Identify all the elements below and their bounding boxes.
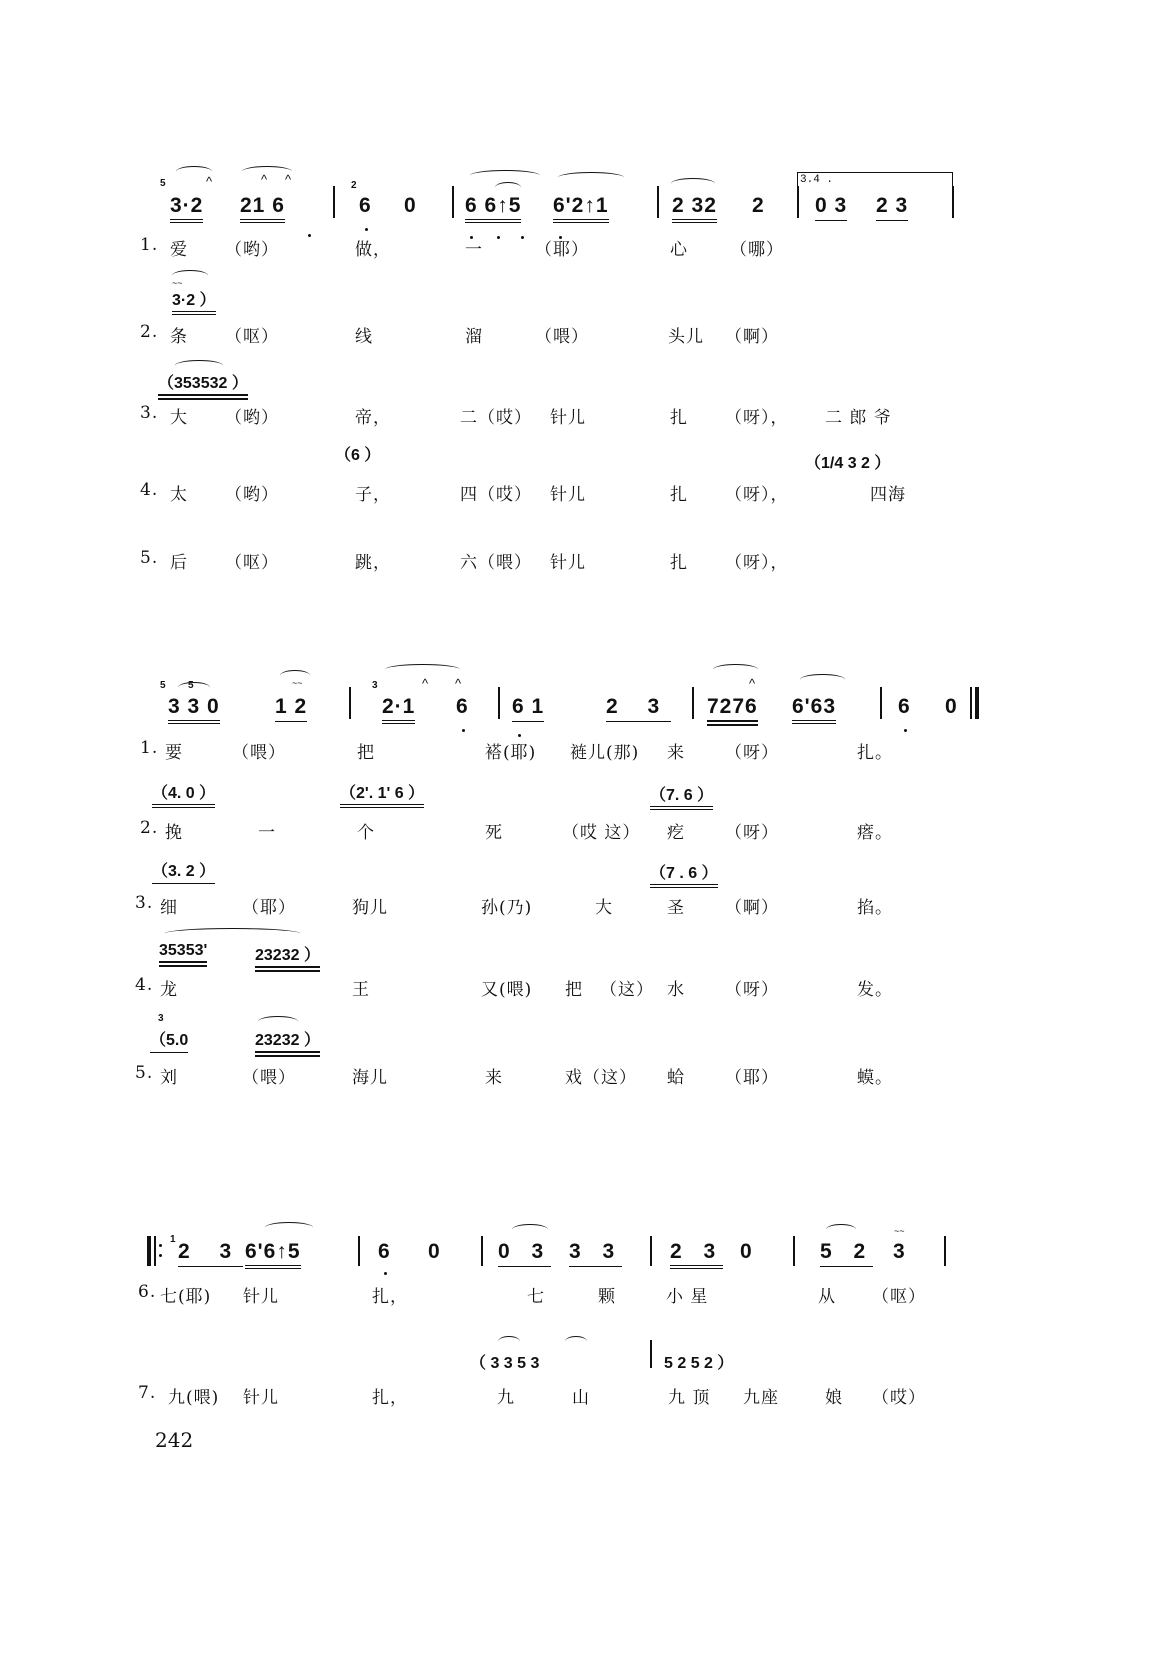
- lyric: （哟）: [225, 240, 279, 260]
- lyric: 圣: [667, 898, 685, 918]
- lyric: 做，: [355, 240, 391, 260]
- lyric: 针儿: [550, 485, 586, 505]
- lyric: （耶）: [242, 898, 296, 918]
- lyric: 心: [670, 240, 688, 260]
- lyric: 个: [357, 823, 375, 843]
- variant-notes: 23232 ）: [255, 942, 320, 972]
- bar-line: [952, 186, 954, 218]
- lyric: （呕）: [225, 553, 279, 573]
- slur: [470, 170, 540, 181]
- lyric: 九(喂): [168, 1388, 220, 1408]
- variant-notes: 23232 ）: [255, 1027, 320, 1057]
- variant-notes: （5.0: [150, 1027, 188, 1053]
- note-group: 3 3: [569, 1240, 622, 1267]
- lyric: 水: [667, 980, 685, 1000]
- lyric: （喂）: [535, 327, 589, 347]
- lyric: 九 顶: [668, 1388, 711, 1408]
- variant-notes: 5 2 5 2 ）: [664, 1355, 734, 1372]
- accent-mark: ^: [749, 676, 756, 691]
- lyric: 死: [485, 823, 503, 843]
- accent-mark: ^: [422, 676, 429, 691]
- lyric: 九: [497, 1388, 515, 1408]
- verse-number: 1.: [140, 235, 159, 255]
- lyric: 蟆。: [857, 1068, 893, 1088]
- lyric: （哟）: [225, 408, 279, 428]
- lyric: 扎: [670, 553, 688, 573]
- low-octave-dot: [308, 234, 311, 237]
- accent-mark: ^: [261, 172, 268, 187]
- bar-line: [650, 1236, 652, 1266]
- trill-mark: ~~: [172, 278, 183, 288]
- lyric: （呀），: [725, 485, 789, 505]
- note-group: 2 32: [672, 194, 717, 223]
- volta-label: 3.4 .: [800, 174, 834, 186]
- slur: [671, 178, 715, 189]
- bar-line: [481, 1236, 483, 1266]
- note-group: 5 2: [820, 1240, 873, 1267]
- low-octave-dot: [497, 236, 500, 239]
- lyric: 王: [352, 980, 370, 1000]
- slur: [565, 1336, 587, 1347]
- lyric: 九座: [743, 1388, 779, 1408]
- low-octave-dot: [521, 236, 524, 239]
- note-group: 6'63: [792, 695, 836, 724]
- note-group: 2·1: [382, 695, 415, 724]
- bar-line: [657, 186, 659, 218]
- variant-notes: 3·2 ）: [172, 287, 216, 315]
- lyric: 蛤: [667, 1068, 685, 1088]
- verse-number: 2.: [140, 322, 159, 342]
- note: 3: [893, 1240, 906, 1263]
- lyric: 戏（这）: [565, 1068, 637, 1088]
- lyric: 扎。: [857, 743, 893, 763]
- lyric: 七(耶): [160, 1287, 212, 1307]
- low-octave-dot: [365, 228, 368, 231]
- lyric: 针儿: [243, 1287, 279, 1307]
- lyric: （这）: [600, 980, 654, 1000]
- verse-number: 6.: [138, 1282, 157, 1302]
- lyric: 子，: [355, 485, 391, 505]
- repeat-dot: [159, 1254, 162, 1257]
- slur: [512, 1224, 548, 1235]
- lyric: 扎: [670, 485, 688, 505]
- lyric: 针儿: [550, 553, 586, 573]
- bar-line: [498, 687, 500, 719]
- lyric: 六（喂）: [460, 553, 532, 573]
- bar-line: [349, 687, 351, 719]
- volta-bracket: [797, 172, 953, 187]
- lyric: 细: [160, 898, 178, 918]
- lyric: 四海: [870, 485, 906, 505]
- lyric: 孙(乃): [481, 898, 533, 918]
- note-group: 21 6: [240, 194, 285, 223]
- lyric: （呕）: [225, 327, 279, 347]
- rest: 0: [945, 695, 958, 718]
- rest: 0: [428, 1240, 441, 1263]
- variant-notes: （7 . 6 ）: [650, 860, 718, 888]
- grace-note: 5: [188, 680, 194, 691]
- lyric: 后: [170, 553, 188, 573]
- bar-line: [944, 1236, 946, 1266]
- lyric: 把: [565, 980, 583, 1000]
- lyric: （哟）: [225, 485, 279, 505]
- lyric: （哎 这）: [562, 823, 641, 843]
- page-number: 242: [155, 1428, 194, 1452]
- lyric: 从: [818, 1287, 836, 1307]
- lyric: （哎）: [872, 1388, 926, 1408]
- slur: [558, 172, 624, 183]
- verse-number: 7.: [138, 1383, 157, 1403]
- variant-notes: （ 3 3 5 3: [470, 1355, 540, 1372]
- lyric: 头儿: [668, 327, 704, 347]
- lyric: 大: [595, 898, 613, 918]
- bar-line: [452, 186, 454, 218]
- slur: [498, 1336, 520, 1347]
- lyric: （呕）: [872, 1287, 926, 1307]
- lyric: 扎，: [372, 1388, 408, 1408]
- lyric: 四（哎）: [460, 485, 532, 505]
- bar-line: [880, 687, 882, 719]
- lyric: 挽: [165, 823, 183, 843]
- lyric: 褡(耶): [485, 743, 537, 763]
- lyric: 二（哎）: [460, 408, 532, 428]
- note: 2: [752, 194, 765, 217]
- lyric: 发。: [857, 980, 893, 1000]
- lyric: 刘: [160, 1068, 178, 1088]
- slur: [165, 928, 300, 939]
- lyric: 狗儿: [352, 898, 388, 918]
- trill-mark: ~~: [894, 1226, 905, 1236]
- lyric: （啊）: [725, 898, 779, 918]
- low-octave-dot: [904, 729, 907, 732]
- verse-number: 5.: [135, 1063, 154, 1083]
- verse-number: 4.: [140, 480, 159, 500]
- slur: [713, 664, 758, 675]
- variant-notes: （4. 0 ）: [152, 780, 215, 808]
- lyric: 二 郎 爷: [825, 408, 892, 428]
- accent-mark: ^: [455, 676, 462, 691]
- slur: [800, 674, 845, 685]
- repeat-dot: [159, 1244, 162, 1247]
- note: 6: [359, 194, 372, 217]
- lyric: 海儿: [352, 1068, 388, 1088]
- note: 6: [898, 695, 911, 718]
- grace-note: 3: [158, 1013, 164, 1024]
- lyric: （呀）: [725, 743, 779, 763]
- slur: [826, 1224, 856, 1235]
- lyric: 针儿: [550, 408, 586, 428]
- low-octave-dot: [462, 729, 465, 732]
- verse-number: 3.: [135, 893, 154, 913]
- low-octave-dot: [518, 734, 521, 737]
- variant-notes: （1/4 3 2 ）: [805, 455, 891, 472]
- slur: [265, 1222, 313, 1233]
- note-group: 6 1: [512, 695, 544, 722]
- bar-line: [650, 1340, 652, 1368]
- lyric: 扎: [670, 408, 688, 428]
- grace-note: 5: [160, 178, 166, 189]
- lyric: 针儿: [243, 1388, 279, 1408]
- verse-number: 4.: [135, 975, 154, 995]
- lyric: （哪）: [730, 240, 784, 260]
- repeat-start-thick: [147, 1236, 151, 1266]
- grace-note: 5: [160, 680, 166, 691]
- note-group: 6 6↑5: [465, 194, 521, 223]
- lyric: 龙: [160, 980, 178, 1000]
- bar-line: [797, 186, 799, 218]
- lyric: （耶）: [535, 240, 589, 260]
- note-group: 0 3: [815, 194, 847, 221]
- grace-note: 2: [351, 180, 357, 191]
- lyric: 来: [667, 743, 685, 763]
- slur: [178, 682, 210, 693]
- lyric: 线: [355, 327, 373, 347]
- lyric: 山: [572, 1388, 590, 1408]
- note: 6: [456, 695, 469, 718]
- lyric: 扎，: [372, 1287, 408, 1307]
- note-group: 3·2: [170, 194, 203, 223]
- lyric: 七: [527, 1287, 545, 1307]
- verse-number: 5.: [140, 548, 159, 568]
- note-group: 6'6↑5: [245, 1240, 301, 1269]
- lyric: （呀），: [725, 553, 789, 573]
- lyric: 来: [485, 1068, 503, 1088]
- note-group: 2 3: [606, 695, 671, 722]
- slur: [495, 182, 521, 193]
- lyric: 大: [170, 408, 188, 428]
- lyric: 跳，: [355, 553, 391, 573]
- variant-notes: 35353': [159, 942, 207, 967]
- low-octave-dot: [384, 1272, 387, 1275]
- lyric: 疙: [667, 823, 685, 843]
- slur: [385, 664, 460, 675]
- rest: 0: [740, 1240, 753, 1263]
- lyric: （喂）: [232, 743, 286, 763]
- note-group: 7276: [707, 695, 758, 726]
- lyric: 颗: [598, 1287, 616, 1307]
- accent-mark: ^: [285, 172, 292, 187]
- repeat-start-thin: [154, 1236, 156, 1266]
- bar-line: [358, 1236, 360, 1266]
- lyric: （啊）: [725, 327, 779, 347]
- verse-number: 2.: [140, 818, 159, 838]
- lyric: 爱: [170, 240, 188, 260]
- grace-note: 1: [170, 1234, 176, 1245]
- note-group: 0 3: [498, 1240, 551, 1267]
- lyric: 溜: [465, 327, 483, 347]
- lyric: （喂）: [242, 1068, 296, 1088]
- lyric: 小 星: [666, 1287, 709, 1307]
- lyric: （呀），: [725, 408, 789, 428]
- grace-note: 3: [372, 680, 378, 691]
- lyric: 掐。: [857, 898, 893, 918]
- slur: [258, 1016, 298, 1027]
- variant-notes: （3. 2 ）: [152, 858, 215, 884]
- lyric: 帝，: [355, 408, 391, 428]
- lyric: 裢儿(那): [570, 743, 640, 763]
- final-bar-thin: [970, 687, 972, 719]
- note-group: 2 3: [178, 1240, 243, 1267]
- note-group: 1 2: [275, 695, 307, 722]
- final-bar-thick: [975, 687, 979, 719]
- lyric: 把: [357, 743, 375, 763]
- accent-mark: ^: [206, 174, 213, 189]
- lyric: （耶）: [725, 1068, 779, 1088]
- variant-notes: （353532 ）: [158, 370, 248, 400]
- lyric: 又(喂): [481, 980, 533, 1000]
- lyric: 一: [465, 240, 483, 260]
- bar-line: [333, 186, 335, 218]
- bar-line: [793, 1236, 795, 1266]
- variant-notes: （6 ）: [335, 447, 381, 464]
- note: 6: [378, 1240, 391, 1263]
- note-group: 6'2↑1: [553, 194, 609, 223]
- lyric: 太: [170, 485, 188, 505]
- verse-number: 3.: [140, 403, 159, 423]
- lyric: 条: [170, 327, 188, 347]
- lyric: 要: [165, 743, 183, 763]
- lyric: 瘩。: [857, 823, 893, 843]
- variant-notes: （2'. 1' 6 ）: [340, 780, 424, 808]
- variant-notes: （7. 6 ）: [650, 782, 713, 810]
- lyric: 娘: [825, 1388, 843, 1408]
- lyric: （呀）: [725, 823, 779, 843]
- bar-line: [692, 687, 694, 719]
- lyric: （呀）: [725, 980, 779, 1000]
- verse-number: 1.: [140, 738, 159, 758]
- note-group: 2 3: [670, 1240, 723, 1269]
- note-group: 3 3 0: [168, 695, 220, 724]
- lyric: 一: [258, 823, 276, 843]
- rest: 0: [404, 194, 417, 217]
- trill-mark: ~~: [292, 678, 303, 688]
- note-group: 2 3: [876, 194, 908, 221]
